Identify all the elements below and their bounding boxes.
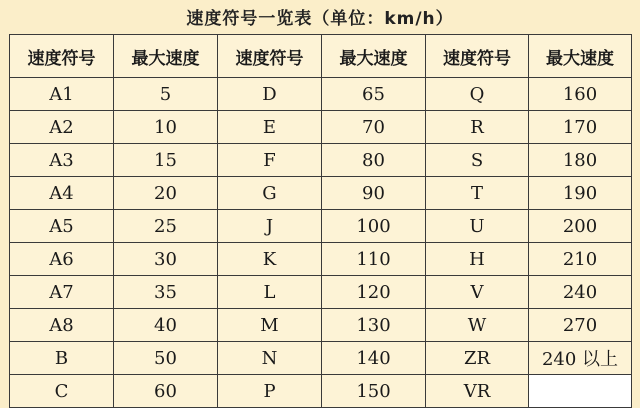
max-speed-cell: 120 xyxy=(322,276,426,309)
max-speed-cell: 190 xyxy=(529,177,632,210)
speed-symbol-cell: E xyxy=(218,111,322,144)
speed-symbol-cell: N xyxy=(218,342,322,375)
speed-symbol-cell: A6 xyxy=(10,243,114,276)
speed-symbol-cell: W xyxy=(426,309,529,342)
speed-symbol-cell: M xyxy=(218,309,322,342)
max-speed-cell: 180 xyxy=(529,144,632,177)
max-speed-cell: 160 xyxy=(529,78,632,111)
table-row xyxy=(10,210,632,243)
table-row xyxy=(10,276,632,309)
header-speed-symbol: 速度符号 xyxy=(10,35,114,78)
speed-symbol-cell: S xyxy=(426,144,529,177)
max-speed-cell: 30 xyxy=(114,243,218,276)
max-speed-cell: 5 xyxy=(114,78,218,111)
speed-symbol-cell: A5 xyxy=(10,210,114,243)
max-speed-cell: 25 xyxy=(114,210,218,243)
speed-symbol-cell: K xyxy=(218,243,322,276)
speed-symbol-cell: H xyxy=(426,243,529,276)
max-speed-cell: 240 xyxy=(529,276,632,309)
max-speed-cell: 65 xyxy=(322,78,426,111)
max-speed-cell: 20 xyxy=(114,177,218,210)
table-row xyxy=(10,144,632,177)
max-speed-cell: 110 xyxy=(322,243,426,276)
table-row xyxy=(10,342,632,375)
speed-symbol-cell: VR xyxy=(426,375,529,408)
speed-symbol-cell: A2 xyxy=(10,111,114,144)
max-speed-cell: 35 xyxy=(114,276,218,309)
max-speed-cell: 210 xyxy=(529,243,632,276)
max-speed-cell: 100 xyxy=(322,210,426,243)
speed-symbol-cell: T xyxy=(426,177,529,210)
table-row xyxy=(10,78,632,111)
speed-symbol-cell: B xyxy=(10,342,114,375)
table-row xyxy=(10,111,632,144)
speed-symbol-cell: D xyxy=(218,78,322,111)
max-speed-cell: 50 xyxy=(114,342,218,375)
speed-symbol-cell: A3 xyxy=(10,144,114,177)
speed-symbol-cell: C xyxy=(10,375,114,408)
speed-symbol-table xyxy=(9,34,632,408)
speed-symbol-cell: A7 xyxy=(10,276,114,309)
speed-symbol-cell: V xyxy=(426,276,529,309)
max-speed-cell: 150 xyxy=(322,375,426,408)
max-speed-cell: 130 xyxy=(322,309,426,342)
max-speed-cell: 170 xyxy=(529,111,632,144)
table-row xyxy=(10,243,632,276)
header-max-speed: 最大速度 xyxy=(529,35,632,78)
header-max-speed: 最大速度 xyxy=(322,35,426,78)
speed-symbol-cell: ZR xyxy=(426,342,529,375)
speed-symbol-cell: L xyxy=(218,276,322,309)
max-speed-cell: 200 xyxy=(529,210,632,243)
speed-symbol-cell: F xyxy=(218,144,322,177)
speed-symbol-cell: A4 xyxy=(10,177,114,210)
speed-symbol-cell: J xyxy=(218,210,322,243)
max-speed-cell: 80 xyxy=(322,144,426,177)
max-speed-cell: 140 xyxy=(322,342,426,375)
max-speed-cell: 10 xyxy=(114,111,218,144)
max-speed-cell: 15 xyxy=(114,144,218,177)
table-row xyxy=(10,177,632,210)
speed-symbol-cell: G xyxy=(218,177,322,210)
header-row xyxy=(10,35,632,78)
max-speed-cell: 240 以上 xyxy=(529,342,632,375)
table-title: 速度符号一览表（单位：km/h） xyxy=(186,9,454,29)
speed-symbol-cell: Q xyxy=(426,78,529,111)
header-speed-symbol: 速度符号 xyxy=(426,35,529,78)
speed-symbol-cell: A1 xyxy=(10,78,114,111)
max-speed-cell: 270 xyxy=(529,309,632,342)
speed-symbol-cell: R xyxy=(426,111,529,144)
max-speed-cell: 70 xyxy=(322,111,426,144)
speed-symbol-cell: P xyxy=(218,375,322,408)
max-speed-cell: 90 xyxy=(322,177,426,210)
header-speed-symbol: 速度符号 xyxy=(218,35,322,78)
speed-symbol-cell: A8 xyxy=(10,309,114,342)
max-speed-cell: 40 xyxy=(114,309,218,342)
max-speed-cell: 60 xyxy=(114,375,218,408)
header-max-speed: 最大速度 xyxy=(114,35,218,78)
table-row xyxy=(10,309,632,342)
table-body xyxy=(10,78,632,408)
speed-symbol-cell: U xyxy=(426,210,529,243)
